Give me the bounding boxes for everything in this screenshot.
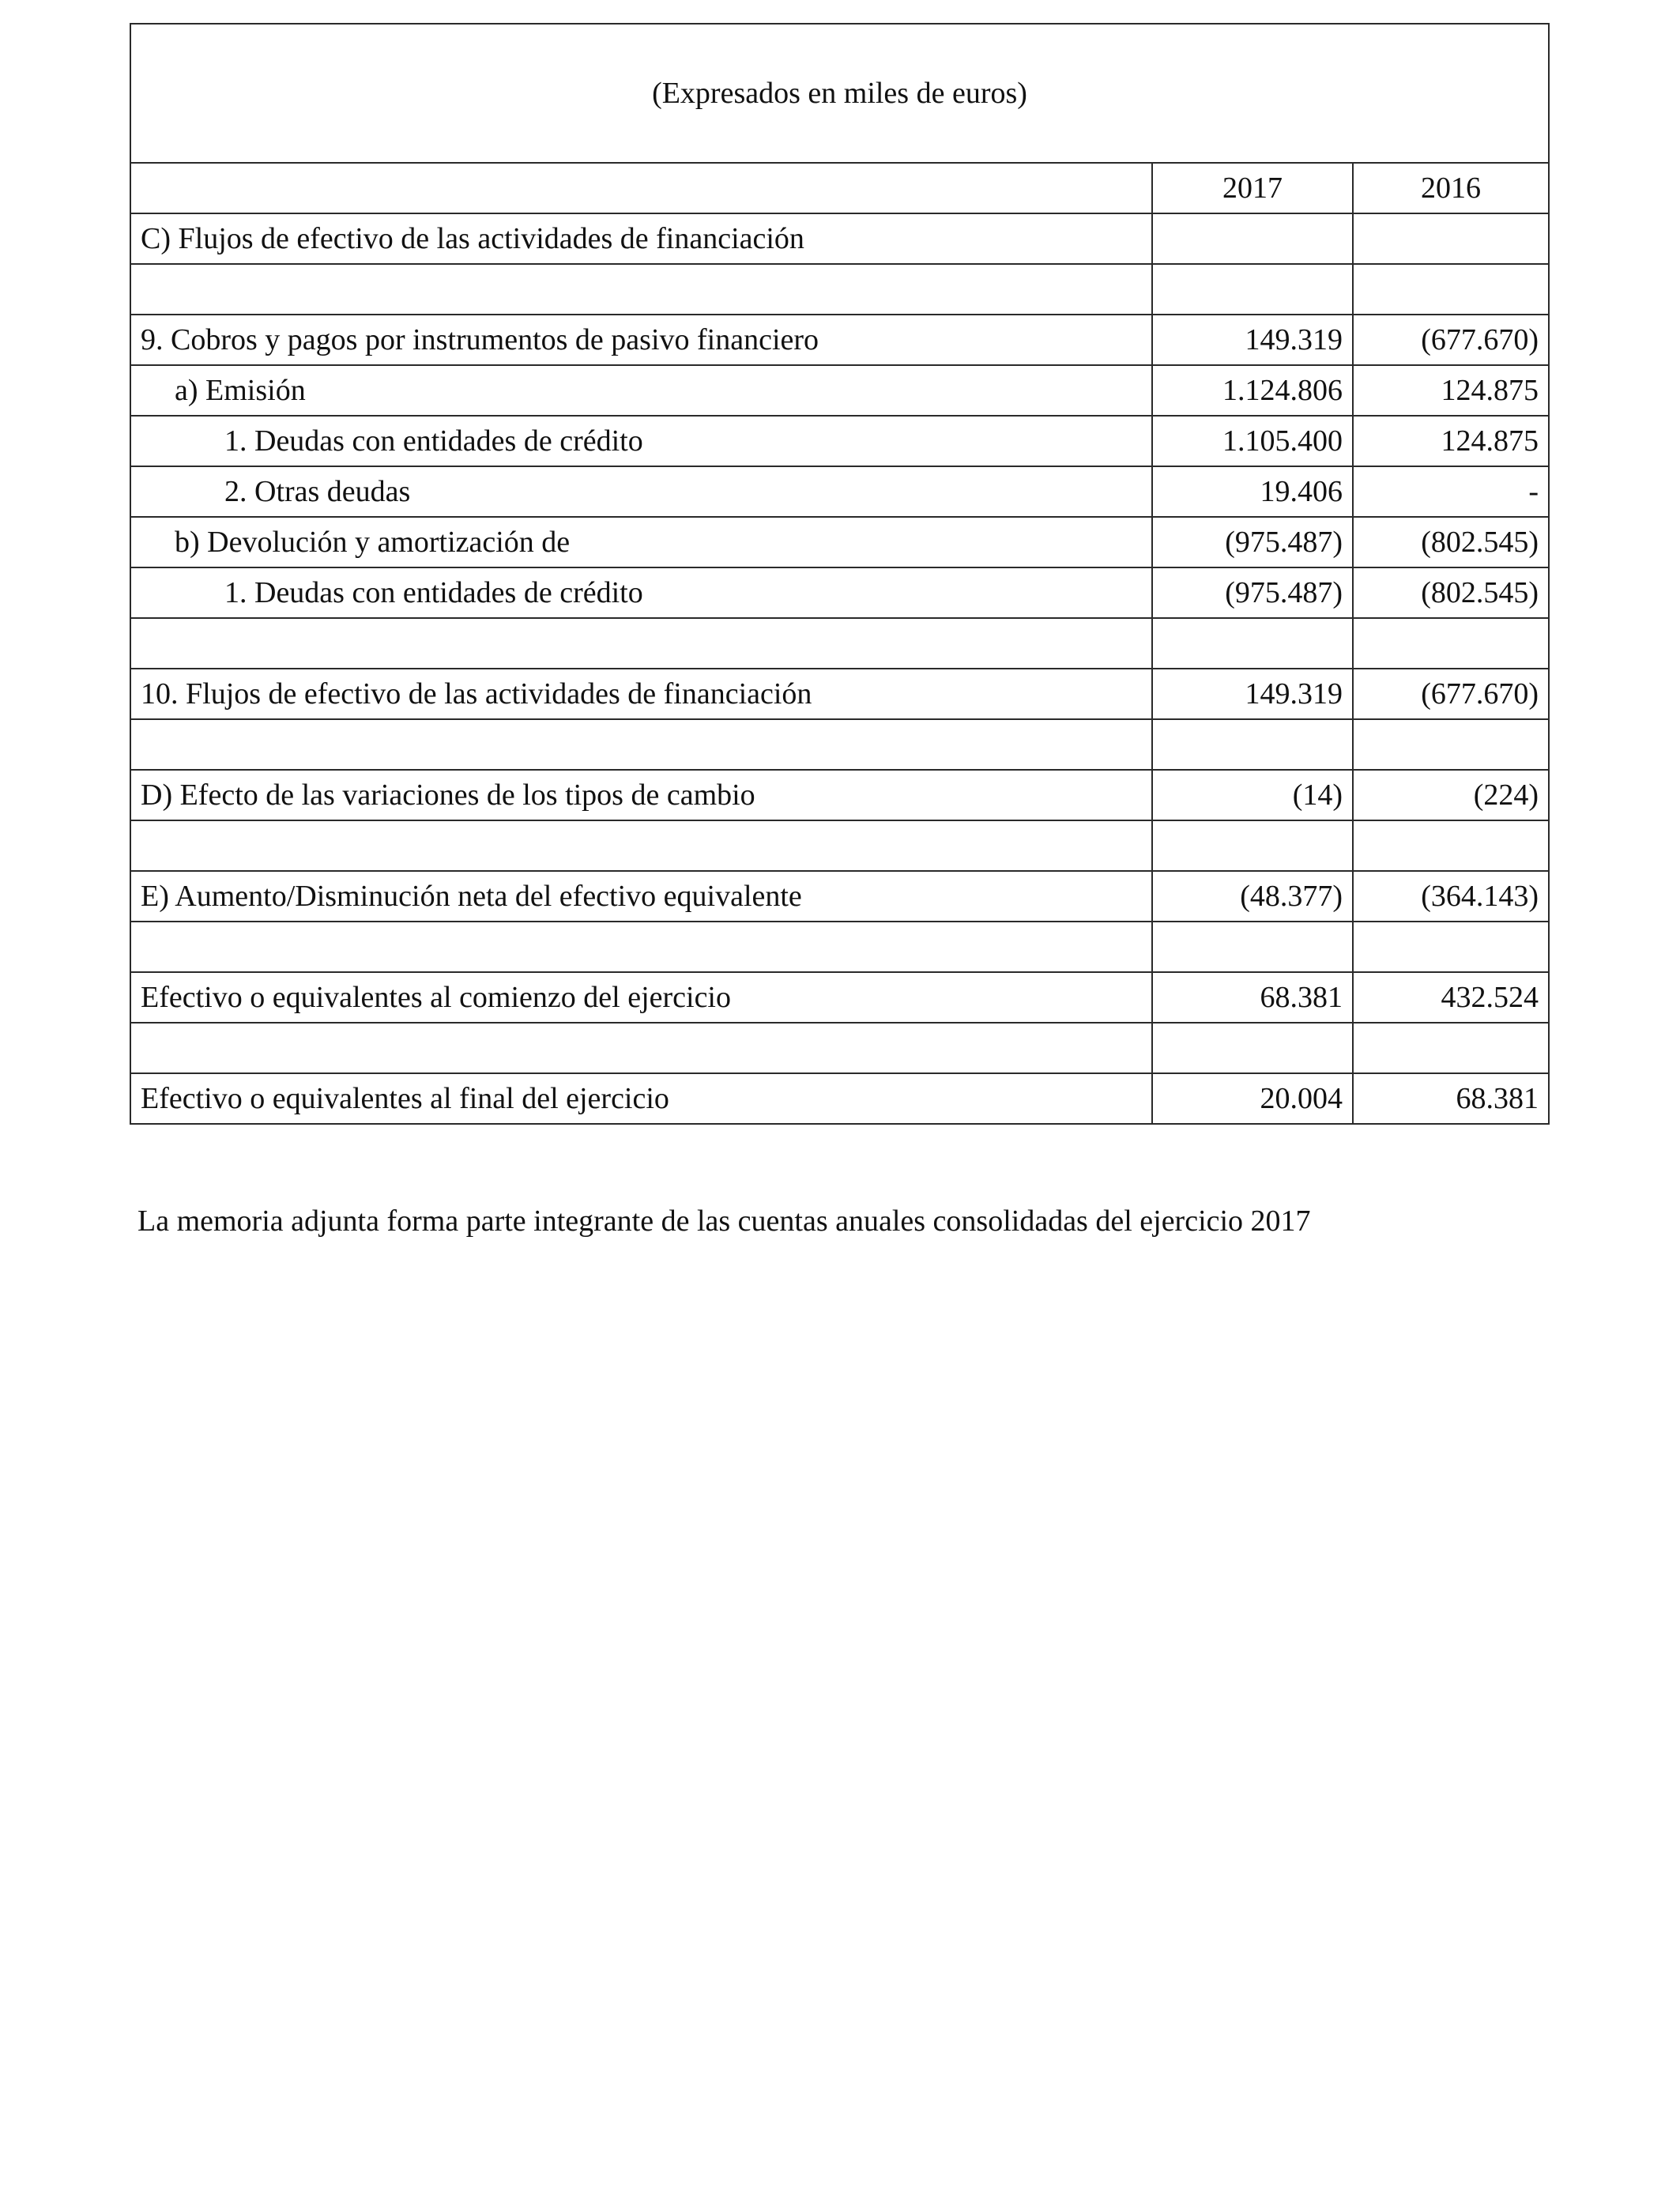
value-2016: (677.670): [1353, 315, 1549, 365]
value-2017: 19.406: [1152, 466, 1353, 517]
table-row: [130, 770, 1549, 820]
value-2016: (224): [1353, 770, 1549, 820]
year-2017-header: 2017: [1152, 163, 1353, 213]
cash-flow-table: [130, 23, 1550, 1125]
table-row: [130, 264, 1549, 315]
row-label: [130, 1023, 1152, 1073]
table-row: [130, 213, 1549, 264]
row-label: [130, 719, 1152, 770]
value-2016: [1353, 618, 1549, 669]
table-row: [130, 972, 1549, 1023]
value-2016: 68.381: [1353, 1073, 1549, 1124]
value-2017: (975.487): [1152, 567, 1353, 618]
table-header: (Expresados en miles de euros): [130, 24, 1549, 163]
value-2016: (364.143): [1353, 871, 1549, 922]
value-2017: 20.004: [1152, 1073, 1353, 1124]
row-label: [130, 618, 1152, 669]
year-2016-header: 2016: [1353, 163, 1549, 213]
value-2017: 149.319: [1152, 669, 1353, 719]
value-2017: [1152, 1023, 1353, 1073]
value-2016: [1353, 719, 1549, 770]
row-label: D) Efecto de las variaciones de los tipos de cambio: [130, 770, 1152, 820]
row-label: b) Devolución y amortización de: [130, 517, 1152, 567]
years-row-spacer: [130, 163, 1152, 213]
table-row: [130, 416, 1549, 466]
row-label: C) Flujos de efectivo de las actividades de financiación: [130, 213, 1152, 264]
row-label: a) Emisión: [130, 365, 1152, 416]
value-2016: 124.875: [1353, 365, 1549, 416]
table-row: [130, 466, 1549, 517]
row-label: [130, 820, 1152, 871]
value-2016: [1353, 820, 1549, 871]
value-2017: (975.487): [1152, 517, 1353, 567]
value-2016: (802.545): [1353, 517, 1549, 567]
row-label: [130, 922, 1152, 972]
value-2017: [1152, 922, 1353, 972]
row-label: [130, 264, 1152, 315]
row-label: Efectivo o equivalentes al comienzo del ejercicio: [130, 972, 1152, 1023]
table-row: [130, 618, 1549, 669]
value-2017: (14): [1152, 770, 1353, 820]
value-2016: -: [1353, 466, 1549, 517]
table-header-row: [130, 24, 1549, 163]
value-2017: (48.377): [1152, 871, 1353, 922]
value-2016: (802.545): [1353, 567, 1549, 618]
table-row: [130, 567, 1549, 618]
value-2017: 149.319: [1152, 315, 1353, 365]
value-2017: 1.105.400: [1152, 416, 1353, 466]
value-2016: [1353, 1023, 1549, 1073]
table-row: [130, 871, 1549, 922]
value-2017: [1152, 719, 1353, 770]
value-2016: 432.524: [1353, 972, 1549, 1023]
table-row: [130, 365, 1549, 416]
row-label: 1. Deudas con entidades de crédito: [130, 416, 1152, 466]
table-row: [130, 719, 1549, 770]
row-label: Efectivo o equivalentes al final del ejercicio: [130, 1073, 1152, 1124]
row-label: 2. Otras deudas: [130, 466, 1152, 517]
value-2017: [1152, 820, 1353, 871]
value-2017: [1152, 213, 1353, 264]
footer-note: La memoria adjunta forma parte integrante de las cuentas anuales consolidadas del ejercicio 2017: [137, 1204, 1311, 1238]
table-row: [130, 669, 1549, 719]
row-label: E) Aumento/Disminución neta del efectivo equivalente: [130, 871, 1152, 922]
table-row: [130, 315, 1549, 365]
value-2016: [1353, 213, 1549, 264]
value-2017: 68.381: [1152, 972, 1353, 1023]
value-2017: [1152, 264, 1353, 315]
row-label: 10. Flujos de efectivo de las actividades de financiación: [130, 669, 1152, 719]
value-2016: 124.875: [1353, 416, 1549, 466]
row-label: 9. Cobros y pagos por instrumentos de pasivo financiero: [130, 315, 1152, 365]
years-row: [130, 163, 1549, 213]
row-label: 1. Deudas con entidades de crédito: [130, 567, 1152, 618]
value-2016: (677.670): [1353, 669, 1549, 719]
value-2017: 1.124.806: [1152, 365, 1353, 416]
table-row: [130, 820, 1549, 871]
value-2016: [1353, 922, 1549, 972]
table-row: [130, 517, 1549, 567]
table-row: [130, 1023, 1549, 1073]
value-2017: [1152, 618, 1353, 669]
table-row: [130, 922, 1549, 972]
value-2016: [1353, 264, 1549, 315]
table-row: [130, 1073, 1549, 1124]
